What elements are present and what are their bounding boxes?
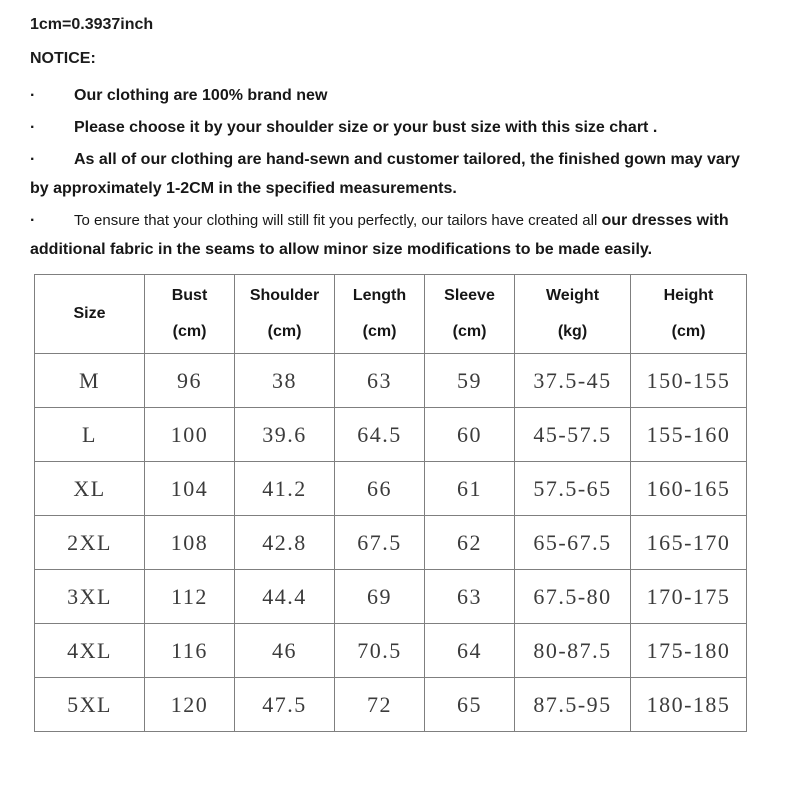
measurement-cell: 60: [425, 408, 515, 462]
table-body: [35, 354, 747, 732]
measurement-cell: 96: [145, 354, 235, 408]
measurement-cell: 70.5: [335, 624, 425, 678]
measurement-cell: 45-57.5: [515, 408, 631, 462]
measurement-cell: 72: [335, 678, 425, 732]
table-header-row: [35, 275, 747, 354]
size-cell: 2XL: [35, 516, 145, 570]
size-cell: M: [35, 354, 145, 408]
size-cell: XL: [35, 462, 145, 516]
measurement-cell: 160-165: [631, 462, 747, 516]
column-header-size: [35, 275, 145, 354]
measurement-cell: 37.5-45: [515, 354, 631, 408]
measurement-cell: 108: [145, 516, 235, 570]
column-header-bust: [145, 275, 235, 354]
bullet-dot-icon: ·: [30, 151, 36, 168]
measurement-cell: 170-175: [631, 570, 747, 624]
measurement-cell: 150-155: [631, 354, 747, 408]
measurement-cell: 66: [335, 462, 425, 516]
bullet-dot-icon: ·: [30, 212, 36, 229]
measurement-cell: 116: [145, 624, 235, 678]
measurement-cell: 62: [425, 516, 515, 570]
table-row: [35, 624, 747, 678]
notice-bullet: [30, 113, 740, 142]
column-header-height: [631, 275, 747, 354]
measurement-cell: 120: [145, 678, 235, 732]
measurement-cell: 63: [335, 354, 425, 408]
column-label: Length: [352, 287, 407, 304]
measurement-cell: 104: [145, 462, 235, 516]
table-row: [35, 570, 747, 624]
column-unit: (cm): [172, 323, 207, 340]
notice-bullet: [30, 145, 740, 203]
size-cell: 3XL: [35, 570, 145, 624]
table-row: [35, 462, 747, 516]
notice-heading: NOTICE:: [30, 50, 96, 67]
measurement-cell: 100: [145, 408, 235, 462]
measurement-cell: 44.4: [235, 570, 335, 624]
size-chart-table: [34, 274, 747, 732]
size-cell: L: [35, 408, 145, 462]
table-row: [35, 678, 747, 732]
column-unit: (cm): [362, 323, 397, 340]
measurement-cell: 180-185: [631, 678, 747, 732]
bullet-text: To ensure that your clothing will still fit you perfectly, our tailors have created all: [74, 212, 602, 229]
size-cell: 5XL: [35, 678, 145, 732]
measurement-cell: 67.5-80: [515, 570, 631, 624]
column-header-sleeve: [425, 275, 515, 354]
column-unit: (cm): [267, 323, 302, 340]
size-cell: 4XL: [35, 624, 145, 678]
notice-list: [30, 81, 740, 264]
column-label: Size: [73, 305, 106, 322]
measurement-cell: 64: [425, 624, 515, 678]
measurement-cell: 42.8: [235, 516, 335, 570]
bullet-text: Our clothing are 100% brand new: [74, 87, 328, 104]
bullet-dot-icon: ·: [30, 119, 36, 136]
column-unit: (kg): [557, 323, 588, 340]
table-row: [35, 354, 747, 408]
column-label: Bust: [171, 287, 208, 304]
bullet-dot-icon: ·: [30, 87, 36, 104]
measurement-cell: 80-87.5: [515, 624, 631, 678]
unit-conversion-note: 1cm=0.3937inch: [30, 16, 154, 33]
measurement-cell: 65: [425, 678, 515, 732]
measurement-cell: 87.5-95: [515, 678, 631, 732]
column-unit: (cm): [671, 323, 706, 340]
column-label: Weight: [545, 287, 600, 304]
column-unit: (cm): [452, 323, 487, 340]
measurement-cell: 65-67.5: [515, 516, 631, 570]
measurement-cell: 112: [145, 570, 235, 624]
table-header: [35, 275, 747, 354]
column-label: Height: [663, 287, 714, 304]
notice-bullet: [30, 81, 740, 110]
measurement-cell: 64.5: [335, 408, 425, 462]
bullet-text: Please choose it by your shoulder size or your bust size with this size chart .: [74, 119, 658, 136]
table-row: [35, 516, 747, 570]
measurement-cell: 47.5: [235, 678, 335, 732]
bullet-text: our dresses with additional fabric in the seams to allow minor size modifications to be made easily.: [30, 212, 729, 258]
measurement-cell: 46: [235, 624, 335, 678]
measurement-cell: 41.2: [235, 462, 335, 516]
table-row: [35, 408, 747, 462]
measurement-cell: 38: [235, 354, 335, 408]
bullet-text: As all of our clothing are hand-sewn and customer tailored, the finished gown may vary by approximately 1-2CM in the specified measurements.: [30, 151, 740, 197]
column-header-length: [335, 275, 425, 354]
column-label: Sleeve: [444, 287, 495, 304]
column-header-shoulder: [235, 275, 335, 354]
measurement-cell: 39.6: [235, 408, 335, 462]
measurement-cell: 155-160: [631, 408, 747, 462]
column-label: Shoulder: [249, 287, 320, 304]
measurement-cell: 67.5: [335, 516, 425, 570]
measurement-cell: 61: [425, 462, 515, 516]
column-header-weight: [515, 275, 631, 354]
notice-bullet: [30, 206, 740, 264]
measurement-cell: 69: [335, 570, 425, 624]
measurement-cell: 57.5-65: [515, 462, 631, 516]
measurement-cell: 175-180: [631, 624, 747, 678]
measurement-cell: 59: [425, 354, 515, 408]
measurement-cell: 63: [425, 570, 515, 624]
measurement-cell: 165-170: [631, 516, 747, 570]
